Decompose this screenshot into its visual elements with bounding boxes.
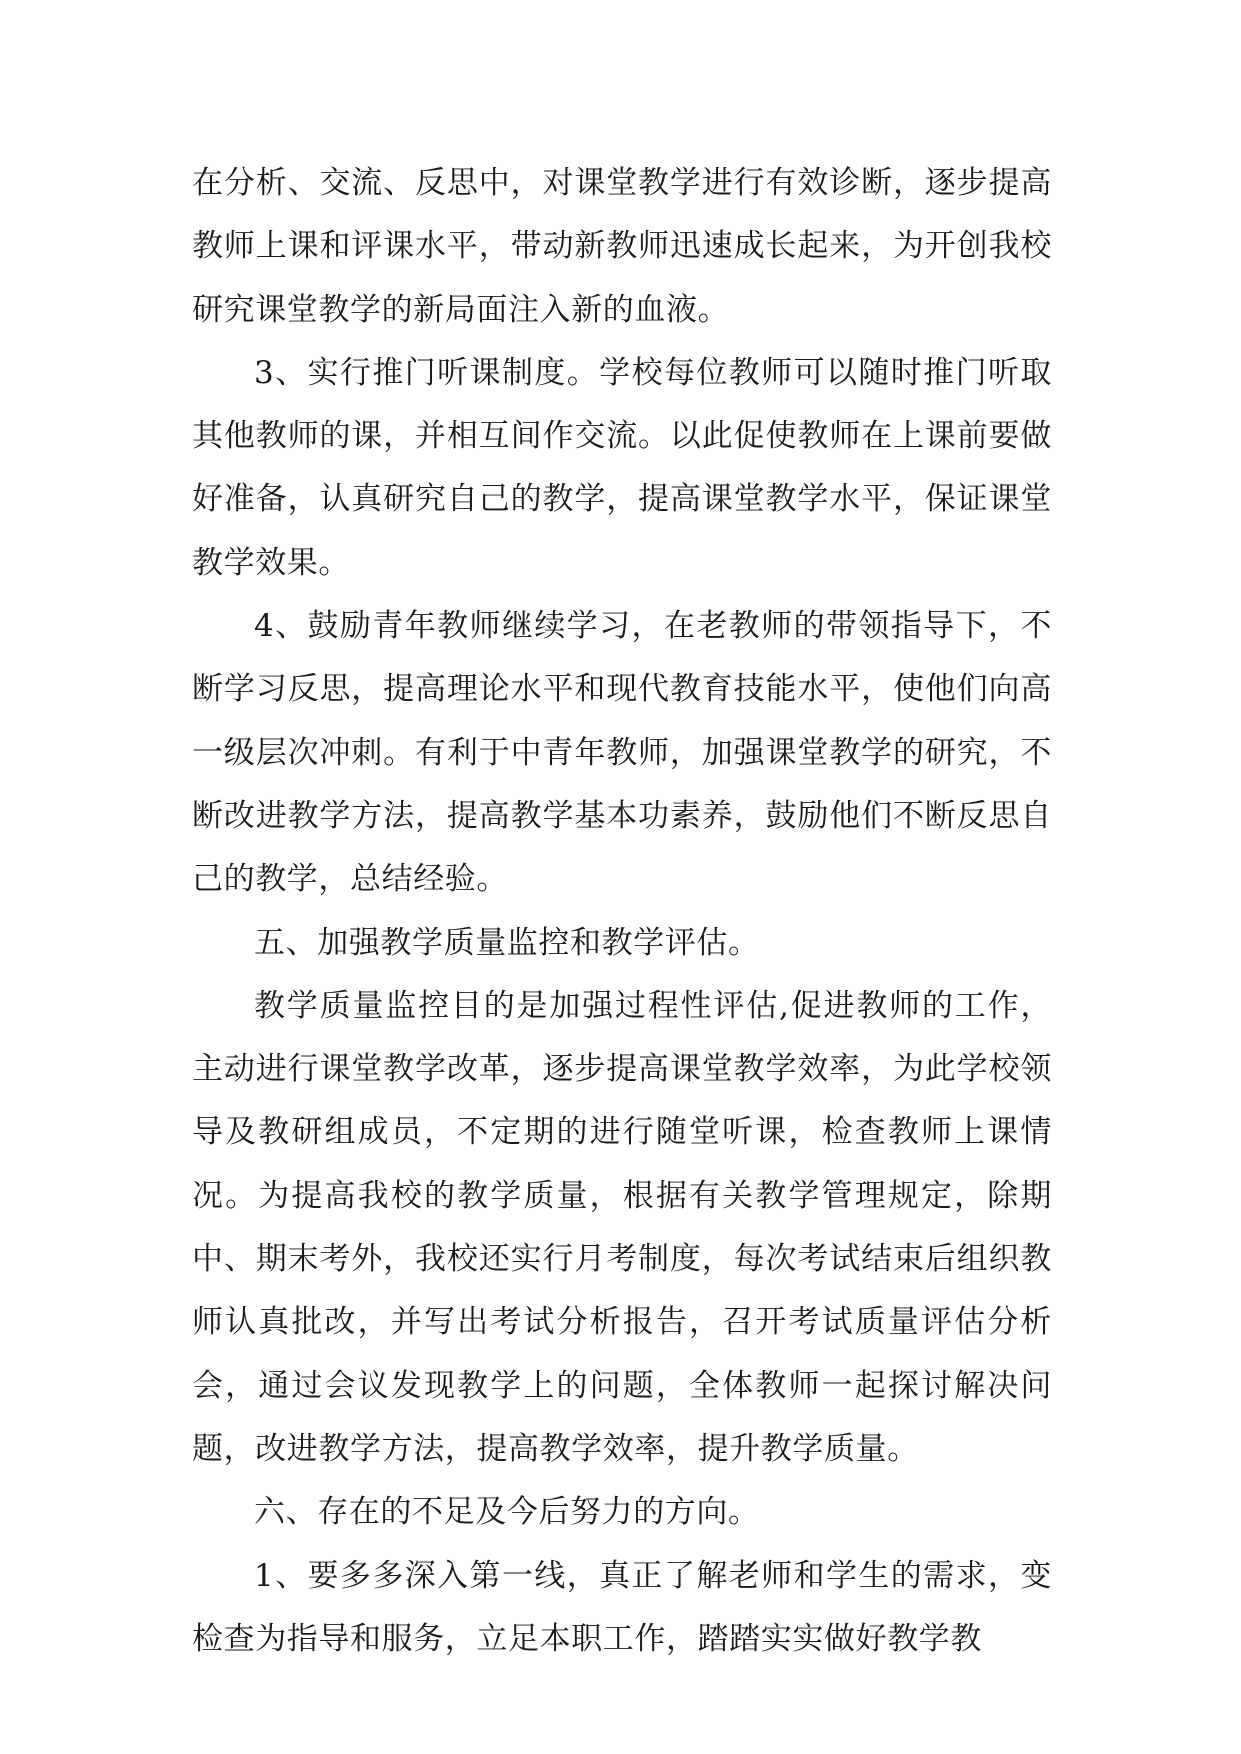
section-heading-5: 五、加强教学质量监控和教学评估。 [254,924,760,961]
paragraph-7: 1、要多多深入第一线，真正了解老师和学生的需求，变检查为指导和服务，立足本职工作，踏踏实实做好教学教 [192,1557,1052,1657]
paragraph-2: 3、实行推门听课制度。学校每位教师可以随时推门听取其他教师的课，并相互间作交流。以此促使教师在上课前要做好准备，认真研究自己的教学，提高课堂教学水平，保证课堂教学效果。 [192,354,1052,581]
paragraph-5: 教学质量监控目的是加强过程性评估,促进教师的工作，主动进行课堂教学改革，逐步提高课堂教学效率，为此学校领导及教研组成员，不定期的进行随堂听课，检查教师上课情况。为提高我校的教学质量，根据有关教学管理规定，除期中、期末考外，我校还实行月考制度，每次考试结束后组织教师认真批改，并写出考试分析报告，召开考试质量评估分析会，通过会议发现教学上的问题，全体教师一起探讨解决问题，改进教学方法，提高教学效率，提升教学质量。 [192,987,1052,1467]
section-heading-6: 六、存在的不足及今后努力的方向。 [254,1494,760,1531]
paragraph-1: 在分析、交流、反思中，对课堂教学进行有效诊断，逐步提高教师上课和评课水平，带动新教师迅速成长起来，为开创我校研究课堂教学的新局面注入新的血液。 [192,165,1052,328]
paragraph-3: 4、鼓励青年教师继续学习，在老教师的带领指导下，不断学习反思，提高理论水平和现代教育技能水平，使他们向高一级层次冲刺。有利于中青年教师，加强课堂教学的研究，不断改进教学方法，提高教学基本功素养，鼓励他们不断反思自己的教学，总结经验。 [192,608,1052,898]
document-page [192,152,1052,1671]
